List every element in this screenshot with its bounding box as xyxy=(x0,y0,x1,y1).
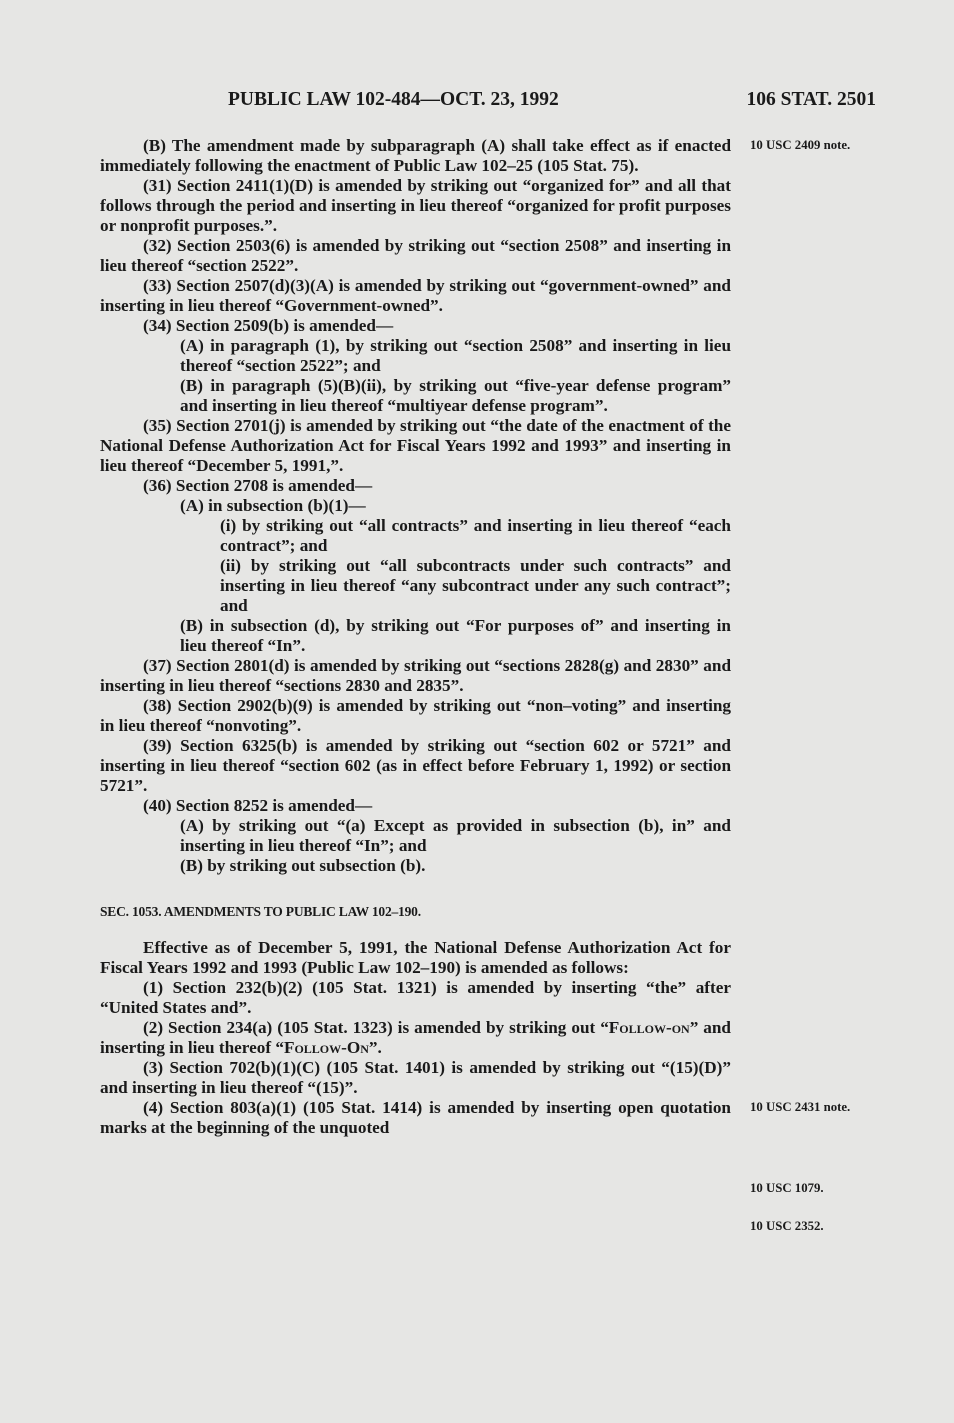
paragraph: (32) Section 2503(6) is amended by striking out “section 2508” and inserting in lieu thereof “section 2522”. xyxy=(100,236,731,275)
stat-citation: 106 STAT. 2501 xyxy=(746,89,876,110)
paragraph: (35) Section 2701(j) is amended by striking out “the date of the enactment of the National Defense Authorization Act for Fiscal Years 1992 and 1993” and inserting in lieu thereof “December 5, 1991,”. xyxy=(100,416,731,475)
paragraph: (33) Section 2507(d)(3)(A) is amended by striking out “government-owned” and inserting in lieu thereof “Government-owned”. xyxy=(100,276,731,315)
paragraph: (B) in paragraph (5)(B)(ii), by striking out “five-year defense program” and inserting in lieu thereof “multiyear defense program”. xyxy=(180,376,731,415)
paragraph xyxy=(100,1018,731,1058)
paragraph: (40) Section 8252 is amended— xyxy=(143,796,373,815)
paragraph: (4) Section 803(a)(1) (105 Stat. 1414) is amended by inserting open quotation marks at the beginning of the unquoted xyxy=(100,1098,731,1137)
paragraph: Effective as of December 5, 1991, the National Defense Authorization Act for Fiscal Years 1992 and 1993 (Public Law 102–190) is amended as follows: xyxy=(100,938,731,977)
margin-note: 10 USC 2409 note. xyxy=(750,138,851,152)
paragraph: (36) Section 2708 is amended— xyxy=(143,476,373,495)
margin-note: 10 USC 2352. xyxy=(750,1219,824,1233)
paragraph: (37) Section 2801(d) is amended by striking out “sections 2828(g) and 2830” and inserting in lieu thereof “sections 2830 and 2835”. xyxy=(100,656,731,695)
body-text xyxy=(100,136,731,1138)
page-header xyxy=(100,89,880,113)
paragraph: (1) Section 232(b)(2) (105 Stat. 1321) is amended by inserting “the” after “United States and”. xyxy=(100,978,731,1017)
paragraph: (ii) by striking out “all subcontracts under such contracts” and inserting in lieu thereof “any subcontract under any such contract”; and xyxy=(220,556,731,615)
paragraph: (i) by striking out “all contracts” and inserting in lieu thereof “each contract”; and xyxy=(220,516,731,555)
section-heading: SEC. 1053. AMENDMENTS TO PUBLIC LAW 102–190. xyxy=(100,904,421,919)
paragraph: (31) Section 2411(1)(D) is amended by striking out “organized for” and all that follows through the period and inserting in lieu thereof “organized for profit purposes or nonprofit purposes.”. xyxy=(100,176,731,235)
paragraph: (3) Section 702(b)(1)(C) (105 Stat. 1401) is amended by striking out “(15)(D)” and inserting in lieu thereof “(15)”. xyxy=(100,1058,731,1097)
paragraph: (38) Section 2902(b)(9) is amended by striking out “non–voting” and inserting in lieu thereof “nonvoting”. xyxy=(100,696,731,735)
page-title: PUBLIC LAW 102-484—OCT. 23, 1992 xyxy=(228,89,559,110)
paragraph: (34) Section 2509(b) is amended— xyxy=(143,316,394,335)
paragraph: (B) by striking out subsection (b). xyxy=(180,856,426,875)
paragraph-text: (2) Section 234(a) (105 Stat. 1323) is amended by striking out “Follow-on” and inserting in lieu thereof “Follow-On”. xyxy=(100,1018,731,1057)
paragraph: (B) in subsection (d), by striking out “For purposes of” and inserting in lieu thereof “In”. xyxy=(180,616,731,655)
paragraph: (39) Section 6325(b) is amended by striking out “section 602 or 5721” and inserting in lieu thereof “section 602 (as in effect before February 1, 1992) or section 5721”. xyxy=(100,736,731,795)
paragraph: (B) The amendment made by subparagraph (A) shall take effect as if enacted immediately following the enactment of Public Law 102–25 (105 Stat. 75). xyxy=(100,136,731,175)
paragraph: (A) in subsection (b)(1)— xyxy=(180,496,366,515)
paragraph: (A) by striking out “(a) Except as provided in subsection (b), in” and inserting in lieu thereof “In”; and xyxy=(180,816,731,855)
margin-note: 10 USC 2431 note. xyxy=(750,1100,851,1114)
paragraph: (A) in paragraph (1), by striking out “section 2508” and inserting in lieu thereof “section 2522”; and xyxy=(180,336,731,375)
margin-note: 10 USC 1079. xyxy=(750,1181,824,1195)
